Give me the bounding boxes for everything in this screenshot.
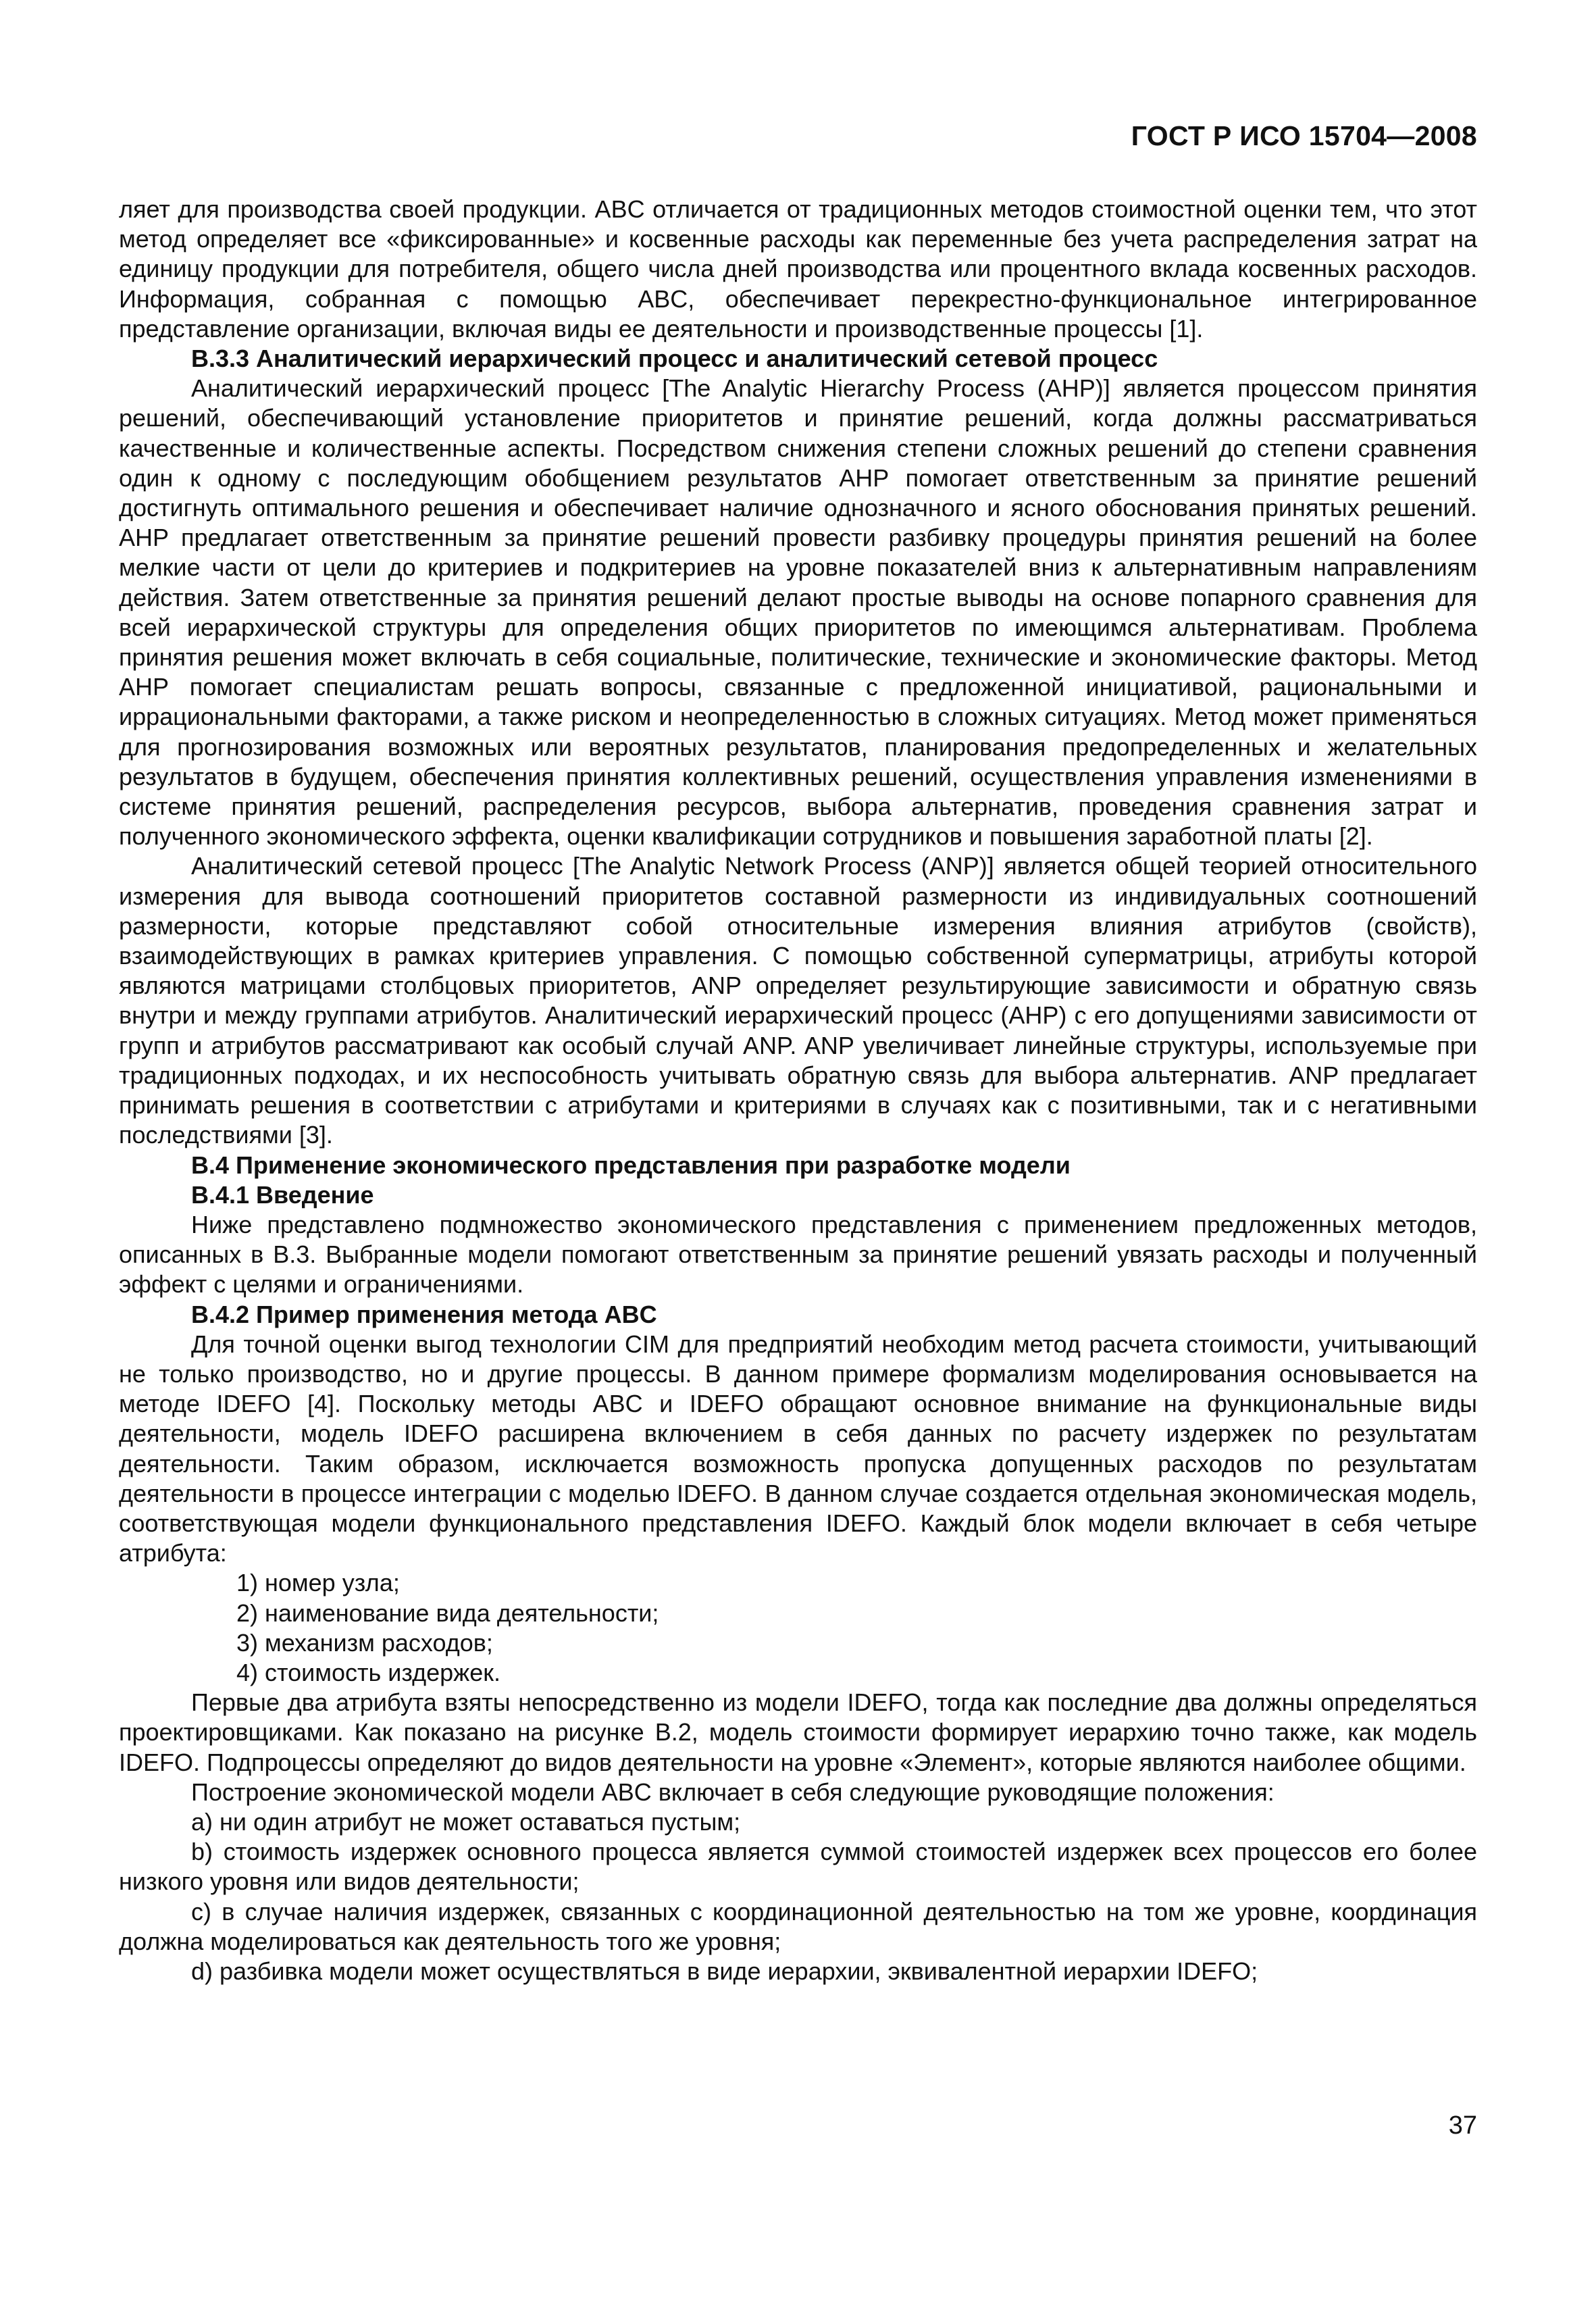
list-item-attribute-4: 4) стоимость издержек. — [236, 1658, 500, 1686]
list-item-attribute-3: 3) механизм расходов; — [236, 1628, 493, 1657]
paragraph-guidelines-intro: Построение экономической модели ABC включает в себя следующие руководящие положения: — [191, 1778, 1275, 1806]
paragraph-abc-example: Для точной оценки выгод технологии CIM для предприятий необходим метод расчета стоимости, учитывающий не только производство, но и другие процессы. В данном примере формализм моделирования основывается на методе IDEFO [4]. Поскольку методы ABC и IDEFO обращают основное внимание на функциональные виды деятельности, модель IDEFO расширена включением в себя данных по расчету издержек по результатам деятельности. Таким образом, исключается возможность пропуска допущенных расходов по результатам деятельности в процессе интеграции с моделью IDEFO. В данном случае создается отдельная экономическая модель, соответствующая модели функционального представления IDEFO. Каждый блок модели включает в себя четыре атрибута: — [119, 1330, 1477, 1567]
guideline-a: а) ни один атрибут не может оставаться пустым; — [191, 1807, 741, 1836]
standard-code-header: ГОСТ Р ИСО 15704—2008 — [1131, 120, 1477, 151]
paragraph-abc-continuation: ляет для производства своей продукции. ABC отличается от традиционных методов стоимостной оценки тем, что этот метод определяет все «фиксированные» и косвенные расходы как переменные без учета распределения затрат на единицу продукции для потребителя, общего числа дней производства или процентного вклада косвенных расходов. Информация, собранная с помощью ABC, обеспечивает перекрестно-функциональное интегрированное представление организации, включая виды ее деятельности и производственные процессы [1]. — [119, 195, 1477, 343]
page-number: 37 — [1448, 2111, 1477, 2140]
heading-b-4: В.4 Применение экономического представления при разработке модели — [191, 1151, 1071, 1179]
guideline-b: b) стоимость издержек основного процесса является суммой стоимостей издержек всех процессов его более низкого уровня или видов деятельности; — [119, 1838, 1477, 1896]
paragraph-cost-model: Первые два атрибута взяты непосредственно из модели IDEFO, тогда как последние два должны определяться проектировщиками. Как показано на рисунке В.2, модель стоимости формирует иерархию точно также, как модель IDEFO. Подпроцессы определяют до видов деятельности на уровне «Элемент», которые являются наиболее общими. — [119, 1688, 1477, 1776]
list-item-attribute-2: 2) наименование вида деятельности; — [236, 1599, 659, 1627]
heading-b-3-3: В.3.3 Аналитический иерархический процесс и аналитический сетевой процесс — [191, 345, 1158, 373]
paragraph-anp: Аналитический сетевой процесс [The Analytic Network Process (ANP)] является общей теорией относительного измерения для вывода соотношений приоритетов составной размерности из индивидуальных соотношений размерности, которые представляют собой относительные измерения влияния атрибутов (свойств), взаимодействующих в рамках критериев управления. С помощью собственной суперматрицы, атрибуты которой являются матрицами столбцовых приоритетов, ANP определяет результирующие зависимости и обратную связь внутри и между группами атрибутов. Аналитический иерархический процесс (AHP) с его допущениями зависимости от групп и атрибутов рассматривают как особый случай ANP. ANP увеличивает линейные структуры, используемые при традиционных подходах, и их неспособность учитывать обратную связь для выбора альтернатив. ANP предлагает принимать решения в соответствии с атрибутами и критериями в случаях как с позитивными, так и с негативными последствиями [3]. — [119, 852, 1477, 1149]
heading-b-4-2: В.4.2 Пример применения метода ABC — [191, 1300, 657, 1328]
list-item-attribute-1: 1) номер узла; — [236, 1569, 400, 1597]
paragraph-introduction: Ниже представлено подмножество экономического представления с применением предложенных методов, описанных в В.3. Выбранные модели помогают ответственным за принятие решений увязать расходы и полученный эффект с целями и ограничениями. — [119, 1210, 1477, 1299]
body-text — [119, 195, 1477, 1986]
guideline-d: d) разбивка модели может осуществляться в виде иерархии, эквивалентной иерархии IDEFO; — [191, 1957, 1258, 1985]
heading-b-4-1: В.4.1 Введение — [191, 1180, 374, 1209]
guideline-c: с) в случае наличия издержек, связанных с координационной деятельностью на том же уровне, координация должна моделироваться как деятельность того же уровня; — [119, 1897, 1477, 1955]
paragraph-ahp: Аналитический иерархический процесс [The Analytic Hierarchy Process (AHP)] является процессом принятия решений, обеспечивающий установление приоритетов и принятие решений, когда должны рассматриваться качественные и количественные аспекты. Посредством снижения степени сложных решений до степени сравнения один к одному с последующим обобщением результатов AHP помогает ответственным за принятие решений достигнуть оптимального решения и обеспечивает наличие однозначного и ясного обоснования принятых решений. AHP предлагает ответственным за принятие решений провести разбивку процедуры принятия решений на более мелкие части от цели до критериев и подкритериев на уровне показателей вниз к альтернативным направлениям действия. Затем ответственные за принятия решений делают простые выводы на основе попарного сравнения для всей иерархической структуры для определения общих приоритетов по имеющимся альтернативам. Проблема принятия решения может включать в себя социальные, политические, технические и экономические факторы. Метод AHP помогает специалистам решать вопросы, связанные с предложенной инициативой, рациональными и иррациональными факторами, а также риском и неопределенностью в сложных ситуациях. Метод может применяться для прогнозирования возможных или вероятных результатов, планирования предопределенных и желательных результатов в будущем, обеспечения принятия коллективных решений, осуществления управления изменениями в системе принятия решений, распределения ресурсов, выбора альтернатив, проведения сравнения затрат и полученного экономического эффекта, оценки квалификации сотрудников и повышения заработной платы [2]. — [119, 374, 1477, 851]
